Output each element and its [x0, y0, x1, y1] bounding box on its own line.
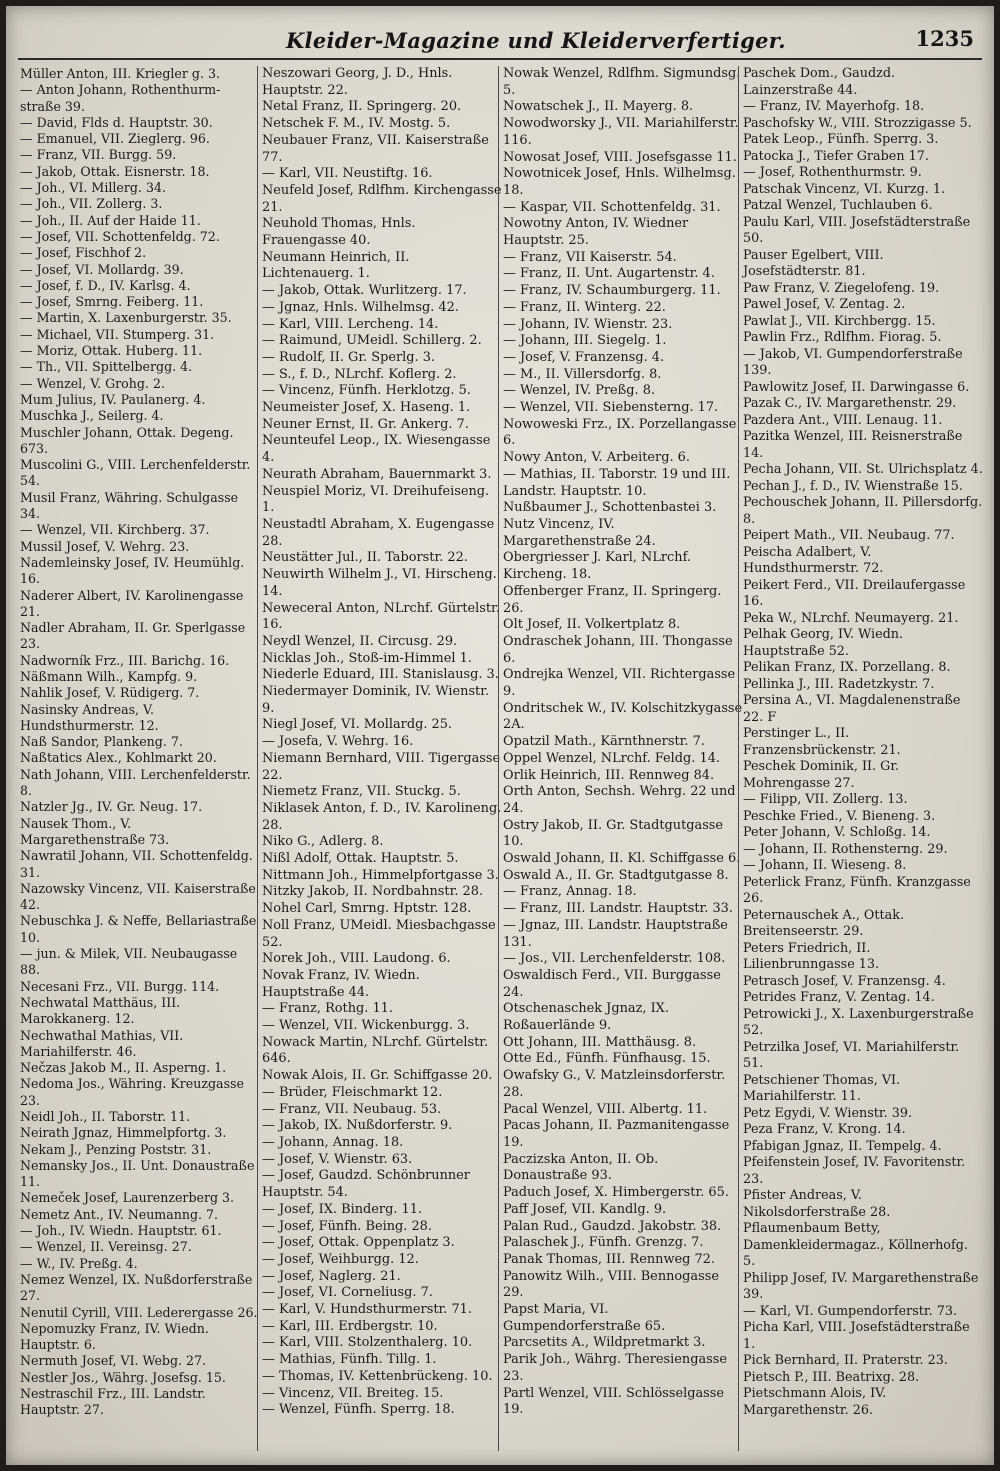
- directory-entry: Nechwathal Mathias, VII. Mariahilferstr. 46.: [20, 1027, 184, 1059]
- directory-entry: Pazak C., IV. Margarethenstr. 29.: [743, 396, 957, 411]
- directory-entry: — Kaspar, VII. Schottenfeldg. 31.: [503, 199, 721, 215]
- directory-entry: Nowotny Anton, IV. Wiedner Hauptstr. 25.: [503, 216, 689, 249]
- directory-entry: Obergriesser J. Karl, NLrchf. Kircheng. 18.: [503, 550, 691, 583]
- directory-entry: Pelikan Franz, IX. Porzellang. 8.: [743, 660, 951, 675]
- directory-entry: Nowodworsky J., VII. Mariahilferstr. 116.: [503, 116, 739, 148]
- directory-entry: Natzler Jg., IV. Gr. Neug. 17.: [20, 799, 203, 815]
- directory-entry: — Johann, Annag. 18.: [262, 1135, 404, 1150]
- directory-entry: — Wenzel, VII. Kirchberg. 37.: [20, 522, 210, 538]
- directory-page: [6, 6, 994, 1465]
- directory-entry: — Karl, III. Erdbergstr. 10.: [262, 1318, 438, 1334]
- directory-entry: Pfister Andreas, V. Nikolsdorferstraße 28.: [743, 1188, 891, 1220]
- directory-entry: — Joh., II. Auf der Haide 11.: [20, 212, 201, 228]
- directory-entry: Paschek Dom., Gaudzd. Lainzerstraße 44.: [743, 66, 896, 98]
- directory-entry: Paczizska Anton, II. Ob. Donaustraße 93.: [503, 1151, 659, 1184]
- directory-entry: Naßtatics Alex., Kohlmarkt 20.: [20, 750, 217, 766]
- directory-entry: Pietschmann Alois, IV. Margarethenstr. 26.: [743, 1386, 887, 1418]
- directory-entry: Näßmann Wilh., Kampfg. 9.: [20, 668, 198, 684]
- directory-entry: Orlik Heinrich, III. Rennweg 84.: [503, 767, 715, 783]
- directory-entry: Niko G., Adlerg. 8.: [262, 834, 384, 850]
- directory-column-3: [503, 66, 743, 1419]
- directory-entry: Nitzky Jakob, II. Nordbahnstr. 28.: [262, 884, 484, 900]
- directory-entry: — Wenzel, Fünfh. Sperrg. 18.: [262, 1402, 455, 1418]
- directory-entry: Nadworník Frz., III. Barichg. 16.: [20, 652, 230, 668]
- directory-entry: Peter Johann, V. Schloßg. 14.: [743, 825, 931, 840]
- directory-entry: — Karl, VIII. Lercheng. 14.: [262, 316, 439, 332]
- directory-entry: Paschofsky W., VIII. Strozzigasse 5.: [743, 115, 972, 131]
- directory-entry: Pechouschek Johann, II. Pillersdorfg. 8.: [743, 495, 983, 527]
- directory-entry: Petschiener Thomas, VI. Mariahilferstr. 11.: [743, 1072, 901, 1104]
- directory-entry: Panowitz Wilh., VIII. Bennogasse 29.: [503, 1268, 719, 1301]
- directory-entry: Neustadtl Abraham, X. Eugengasse 28.: [262, 516, 495, 549]
- directory-entry: — Karl, VI. Gumpendorferstr. 73.: [743, 1303, 957, 1319]
- directory-entry: Papst Maria, VI. Gumpendorferstraße 65.: [503, 1302, 666, 1334]
- directory-entry: — Jakob, Ottak. Eisnerstr. 18.: [20, 163, 210, 179]
- directory-entry: Patzal Wenzel, Tuchlauben 6.: [743, 198, 933, 213]
- directory-entry: — jun. & Milek, VII. Neubaugasse 88.: [20, 946, 238, 978]
- directory-entry: Panak Thomas, III. Rennweg 72.: [503, 1251, 715, 1267]
- directory-entry: Norek Joh., VIII. Laudong. 6.: [262, 951, 451, 967]
- directory-entry: Nowak Alois, II. Gr. Schiffgasse 20.: [262, 1068, 493, 1084]
- directory-entry: — Josef, VI. Mollardg. 39.: [20, 261, 184, 277]
- directory-entry: — Jakob, VI. Gumpendorferstraße 139.: [743, 346, 963, 378]
- directory-column-1: [20, 66, 260, 1419]
- directory-entry: — Franz, III. Landstr. Hauptstr. 33.: [503, 901, 733, 917]
- directory-entry: Palaschek J., Fünfh. Grenzg. 7.: [503, 1235, 704, 1251]
- directory-entry: Ondraschek Johann, III. Thongasse 6.: [503, 633, 733, 666]
- directory-entry: Muschler Johann, Ottak. Degeng. 673.: [20, 424, 234, 456]
- directory-entry: Pazitka Wenzel, III. Reisnerstraße 14.: [743, 429, 963, 461]
- directory-entry: Orth Anton, Sechsh. Wehrg. 22 und 24.: [503, 784, 736, 816]
- directory-entry: Pellinka J., III. Radetzkystr. 7.: [743, 676, 935, 692]
- directory-entry: — Franz, Annag. 18.: [503, 884, 637, 900]
- directory-entry: Nath Johann, VIII. Lerchenfelderstr. 8.: [20, 766, 251, 799]
- directory-entry: — Franz, II. Unt. Augartenstr. 4.: [503, 266, 715, 282]
- directory-entry: — Wenzel, VII. Siebensterng. 17.: [503, 400, 719, 416]
- directory-entry: Peters Friedrich, II. Lilienbrunngasse 13.: [743, 940, 880, 972]
- directory-entry: — Josef, V. Wienstr. 63.: [262, 1151, 413, 1167]
- directory-entry: Pecha Johann, VII. St. Ulrichsplatz 4.: [743, 462, 983, 477]
- directory-entry: — Franz, II. Winterg. 22.: [503, 299, 666, 315]
- directory-entry: — Th., VII. Spittelbergg. 4.: [20, 359, 193, 375]
- directory-entry: Palan Rud., Gaudzd. Jakobstr. 38.: [503, 1218, 722, 1234]
- directory-entry: Pflaumenbaum Betty, Damenkleidermagaz., Köllnerhofg. 5.: [743, 1221, 968, 1269]
- directory-entry: Pawlat J., VII. Kirchbergg. 15.: [743, 313, 936, 329]
- directory-entry: Nademleinsky Josef, IV. Heumühlg. 16.: [20, 554, 245, 587]
- column-divider: [257, 66, 258, 1451]
- directory-entry: Noll Franz, UMeidl. Miesbachgasse 52.: [262, 917, 496, 950]
- directory-entry: — Jakob, Ottak. Wurlitzerg. 17.: [262, 283, 467, 299]
- directory-entry: Patek Leop., Fünfh. Sperrg. 3.: [743, 132, 939, 147]
- directory-entry: Pelhak Georg, IV. Wiedn. Hauptstraße 52.: [743, 627, 904, 659]
- directory-entry: Opatzil Math., Kärnthnerstr. 7.: [503, 734, 705, 750]
- directory-entry: — Vincenz, Fünfh. Herklotzg. 5.: [262, 383, 471, 399]
- directory-entry: Neszowari Georg, J. D., Hnls. Hauptstr. 22.: [262, 66, 453, 98]
- directory-entry: — Franz, Rothg. 11.: [262, 1001, 393, 1017]
- directory-entry: Neuhold Thomas, Hnls. Frauengasse 40.: [262, 216, 416, 249]
- directory-entry: Muschka J., Seilerg. 4.: [20, 408, 164, 424]
- directory-entry: — Vincenz, VII. Breiteg. 15.: [262, 1385, 444, 1401]
- directory-entry: Olt Josef, II. Volkertplatz 8.: [503, 617, 681, 633]
- directory-entry: Neuspiel Moriz, VI. Dreihufeiseng. 1.: [262, 483, 490, 516]
- directory-entry: — Josef, IX. Binderg. 11.: [262, 1201, 423, 1217]
- directory-entry: Neuner Ernst, II. Gr. Ankerg. 7.: [262, 416, 469, 432]
- directory-entry: Nestler Jos., Währg. Josefsg. 15.: [20, 1369, 226, 1385]
- directory-entry: — Wenzel, VII. Wickenburgg. 3.: [262, 1018, 470, 1034]
- directory-entry: — Michael, VII. Stumperg. 31.: [20, 326, 215, 342]
- directory-entry: Niegl Josef, VI. Mollardg. 25.: [262, 717, 453, 733]
- directory-entry: Nowak Wenzel, Rdlfhm. Sigmundsg. 5.: [503, 66, 741, 98]
- directory-entry: Neurath Abraham, Bauernmarkt 3.: [262, 466, 492, 482]
- directory-entry: Paduch Josef, X. Himbergerstr. 65.: [503, 1185, 729, 1201]
- directory-entry: — S., f. D., NLrchf. Koflerg. 2.: [262, 366, 457, 382]
- directory-entry: Nasinsky Andreas, V. Hundsthurmerstr. 12.: [20, 701, 159, 733]
- directory-entry: Petrides Franz, V. Zentag. 14.: [743, 990, 935, 1005]
- directory-entry: Musil Franz, Währing. Schulgasse 34.: [20, 489, 239, 522]
- directory-entry: — Joh., IV. Wiedn. Hauptstr. 61.: [20, 1223, 222, 1239]
- directory-entry: Pauser Egelbert, VIII. Josefstädterstr. 81.: [743, 247, 884, 279]
- directory-entry: — Josef, VII. Schottenfeldg. 72.: [20, 228, 220, 244]
- directory-entry: — Jos., VII. Lerchenfelderstr. 108.: [503, 951, 726, 967]
- directory-entry: Nemetz Ant., IV. Neumanng. 7.: [20, 1206, 219, 1222]
- directory-entry: Owafsky G., V. Matzleinsdorferstr. 28.: [503, 1068, 726, 1100]
- directory-entry: Oswald Johann, II. Kl. Schiffgasse 6.: [503, 851, 741, 867]
- header-rule: [18, 58, 982, 60]
- directory-entry: — Karl, VIII. Stolzenthalerg. 10.: [262, 1335, 473, 1351]
- directory-entry: — Mathias, Fünfh. Tillg. 1.: [262, 1352, 437, 1368]
- directory-entry: Oppel Wenzel, NLrchf. Feldg. 14.: [503, 750, 721, 766]
- directory-entry: Philipp Josef, IV. Margarethenstraße 39.: [743, 1270, 979, 1302]
- directory-entry: Nawratil Johann, VII. Schottenfeldg. 31.: [20, 848, 253, 880]
- directory-entry: Ondritschek W., IV. Kolschitzkygasse 2A.: [503, 700, 743, 733]
- directory-entry: Nadler Abraham, II. Gr. Sperlgasse 23.: [20, 620, 246, 652]
- directory-entry: Nemeček Josef, Laurenzerberg 3.: [20, 1190, 235, 1206]
- directory-entry: — Joh., VII. Zollerg. 3.: [20, 196, 163, 212]
- directory-entry: Pechan J., f. D., IV. Wienstraße 15.: [743, 478, 963, 494]
- directory-entry: — Josef, Fünfh. Being. 28.: [262, 1218, 432, 1234]
- directory-entry: Nowatschek J., II. Mayerg. 8.: [503, 99, 694, 115]
- directory-entry: — Raimund, UMeidl. Schillerg. 2.: [262, 333, 482, 349]
- directory-entry: — Johann, IV. Wienstr. 23.: [503, 316, 673, 332]
- directory-entry: Mum Julius, IV. Paulanerg. 4.: [20, 391, 206, 407]
- directory-entry: Peschke Fried., V. Bieneng. 3.: [743, 808, 936, 824]
- directory-entry: — Johann, II. Rothensterng. 29.: [743, 841, 948, 857]
- directory-entry: Picha Karl, VIII. Josefstädterstraße 1.: [743, 1320, 970, 1352]
- directory-entry: Partl Wenzel, VIII. Schlösselgasse 19.: [503, 1385, 725, 1418]
- directory-entry: — Martin, X. Laxenburgerstr. 35.: [20, 310, 232, 326]
- directory-entry: — Moriz, Ottak. Huberg. 11.: [20, 343, 203, 359]
- directory-entry: Neuwirth Wilhelm J., VI. Hirscheng. 14.: [262, 567, 497, 599]
- directory-entry: Nechwatal Matthäus, III. Marokkanerg. 12.: [20, 994, 181, 1027]
- directory-entry: Paw Franz, V. Ziegelofeng. 19.: [743, 280, 940, 296]
- directory-entry: Neydl Wenzel, II. Circusg. 29.: [262, 633, 458, 649]
- directory-entry: Neweceral Anton, NLrchf. Gürtelstr. 16.: [262, 600, 500, 633]
- directory-entry: — Franz, VII. Burgg. 59.: [20, 147, 177, 163]
- directory-entry: — Karl, V. Hundsthurmerstr. 71.: [262, 1302, 472, 1318]
- directory-entry: Pazdera Ant., VIII. Lenaug. 11.: [743, 412, 943, 428]
- directory-entry: Pacas Johann, II. Pazmanitengasse 19.: [503, 1118, 730, 1150]
- directory-entry: Peza Franz, V. Krong. 14.: [743, 1122, 906, 1137]
- directory-entry: Perstinger L., II. Franzensbrückenstr. 21.: [743, 726, 901, 758]
- directory-entry: — Filipp, VII. Zollerg. 13.: [743, 792, 908, 807]
- directory-entry: Oswald A., II. Gr. Stadtgutgasse 8.: [503, 867, 729, 883]
- column-divider: [738, 66, 739, 1451]
- directory-entry: Nowack Martin, NLrchf. Gürtelstr. 646.: [262, 1034, 489, 1067]
- directory-entry: Peterlick Franz, Fünfh. Kranzgasse 26.: [743, 874, 971, 906]
- directory-entry: — Jgnaz, III. Landstr. Hauptstraße 131.: [503, 917, 728, 950]
- directory-entry: — Josefa, V. Wehrg. 16.: [262, 734, 414, 750]
- directory-entry: — Franz, VII. Neubaug. 53.: [262, 1101, 442, 1117]
- directory-entry: Patschak Vincenz, VI. Kurzg. 1.: [743, 181, 946, 197]
- directory-entry: — Franz, VII Kaiserstr. 54.: [503, 249, 677, 265]
- directory-entry: — Joh., VI. Millerg. 34.: [20, 180, 166, 196]
- directory-entry: — Mathias, II. Taborstr. 19 und III. Landstr. Hauptstr. 10.: [503, 466, 731, 499]
- directory-entry: Pick Bernhard, II. Praterstr. 23.: [743, 1353, 948, 1368]
- directory-entry: Neumann Heinrich, II. Lichtenauerg. 1.: [262, 249, 410, 282]
- directory-entry: Pietsch P., III. Beatrixg. 28.: [743, 1369, 920, 1385]
- directory-entry: Petz Egydi, V. Wienstr. 39.: [743, 1105, 913, 1121]
- column-divider: [498, 66, 499, 1451]
- page-title: Kleider-Magazine und Kleiderverfertiger.: [286, 28, 786, 53]
- directory-entry: Neufeld Josef, Rdlfhm. Kirchengasse 21.: [262, 182, 502, 215]
- directory-entry: — Josef, f. D., IV. Karlsg. 4.: [20, 277, 191, 293]
- directory-entry: Otschenaschek Jgnaz, IX. Roßauerlände 9.: [503, 1001, 669, 1034]
- directory-entry: — Josef, Weihburgg. 12.: [262, 1251, 419, 1267]
- directory-entry: Neumeister Josef, X. Haseng. 1.: [262, 400, 471, 416]
- directory-entry: — Franz, IV. Schaumburgerg. 11.: [503, 283, 721, 299]
- directory-entry: — Karl, VII. Neustiftg. 16.: [262, 166, 433, 182]
- directory-entry: Nahlik Josef, V. Rüdigerg. 7.: [20, 685, 200, 701]
- directory-entry: Neubauer Franz, VII. Kaiserstraße 77.: [262, 132, 489, 165]
- directory-entry: Mussil Josef, V. Wehrg. 23.: [20, 538, 190, 554]
- directory-entry: Pacal Wenzel, VIII. Albertg. 11.: [503, 1101, 708, 1117]
- directory-entry: Parcsetits A., Wildpretmarkt 3.: [503, 1335, 706, 1351]
- directory-entry: — Jakob, IX. Nußdorferstr. 9.: [262, 1118, 453, 1134]
- directory-entry: Nekam J., Penzing Poststr. 31.: [20, 1141, 212, 1157]
- directory-entry: Nermuth Josef, VI. Webg. 27.: [20, 1353, 207, 1369]
- directory-entry: — W., IV. Preßg. 4.: [20, 1255, 138, 1271]
- directory-entry: — Thomas, IV. Kettenbrückeng. 10.: [262, 1368, 493, 1384]
- directory-entry: Netschek F. M., IV. Mostg. 5.: [262, 116, 451, 132]
- directory-entry: Novak Franz, IV. Wiedn. Hauptstraße 44.: [262, 967, 420, 1000]
- directory-entry: — Wenzel, IV. Preßg. 8.: [503, 383, 656, 399]
- directory-entry: Nittmann Joh., Himmelpfortgasse 3.: [262, 867, 499, 883]
- directory-entry: Nepomuzky Franz, IV. Wiedn. Hauptstr. 6.: [20, 1320, 209, 1353]
- directory-entry: Nausek Thom., V. Margarethenstraße 73.: [20, 815, 170, 847]
- directory-entry: Peipert Math., VII. Neubaug. 77.: [743, 528, 955, 543]
- directory-entry: Paff Josef, VII. Kandlg. 9.: [503, 1201, 667, 1217]
- directory-entry: — Josef, V. Franzensg. 4.: [503, 349, 665, 365]
- directory-entry: Niedermayer Dominik, IV. Wienstr. 9.: [262, 684, 490, 716]
- directory-entry: Nicklas Joh., Stoß-im-Himmel 1.: [262, 650, 472, 666]
- directory-entry: — David, Flds d. Hauptstr. 30.: [20, 114, 213, 130]
- directory-entry: Parik Joh., Währg. Theresiengasse 23.: [503, 1352, 728, 1384]
- directory-entry: Muscolini G., VIII. Lerchenfelderstr. 54.: [20, 457, 251, 489]
- directory-entry: — Emanuel, VII. Zieglerg. 96.: [20, 131, 210, 147]
- directory-entry: Ostry Jakob, II. Gr. Stadtgutgasse 10.: [503, 817, 724, 850]
- directory-entry: Pawlin Frz., Rdlfhm. Fiorag. 5.: [743, 330, 942, 345]
- directory-entry: — Josef, Gaudzd. Schönbrunner Hauptstr. 54.: [262, 1168, 470, 1201]
- directory-entry: — Jgnaz, Hnls. Wilhelmsg. 42.: [262, 299, 459, 315]
- directory-entry: Niemann Bernhard, VIII. Tigergasse 22.: [262, 750, 501, 783]
- directory-entry: Ott Johann, III. Matthäusg. 8.: [503, 1034, 697, 1050]
- directory-entry: Otte Ed., Fünfh. Fünfhausg. 15.: [503, 1051, 711, 1067]
- directory-entry: Niederle Eduard, III. Stanislausg. 3.: [262, 667, 499, 683]
- directory-entry: — Josef, Fischhof 2.: [20, 245, 147, 261]
- directory-entry: Petrzilka Josef, VI. Mariahilferstr. 51.: [743, 1039, 960, 1071]
- directory-entry: Naß Sandor, Plankeng. 7.: [20, 734, 183, 750]
- directory-entry: — Wenzel, V. Grohg. 2.: [20, 375, 165, 391]
- directory-entry: — Josef, VI. Corneliusg. 7.: [262, 1285, 433, 1301]
- directory-entry: Nedoma Jos., Währing. Kreuzgasse 23.: [20, 1076, 244, 1108]
- directory-entry: — Josef, Naglerg. 21.: [262, 1268, 401, 1284]
- directory-entry: Nestraschil Frz., III. Landstr. Hauptstr. 27.: [20, 1386, 206, 1418]
- directory-entry: — Franz, IV. Mayerhofg. 18.: [743, 99, 925, 114]
- directory-entry: Netal Franz, II. Springerg. 20.: [262, 99, 462, 115]
- directory-entry: Necesani Frz., VII. Burgg. 114.: [20, 978, 220, 994]
- directory-entry: Müller Anton, III. Kriegler g. 3.: [20, 66, 220, 81]
- directory-entry: Nebuschka J. & Neffe, Bellariastraße 10.: [20, 913, 257, 945]
- directory-entry: — Brüder, Fleischmarkt 12.: [262, 1084, 443, 1100]
- directory-entry: Paulu Karl, VIII. Josefstädterstraße 50.: [743, 214, 971, 246]
- directory-entry: Peikert Ferd., VII. Dreilaufergasse 16.: [743, 577, 966, 609]
- directory-entry: Nečzas Jakob M., II. Asperng. 1.: [20, 1060, 227, 1076]
- directory-entry: Nißl Adolf, Ottak. Hauptstr. 5.: [262, 851, 459, 867]
- directory-column-4: [743, 66, 983, 1419]
- directory-entry: Patocka J., Tiefer Graben 17.: [743, 148, 929, 164]
- directory-entry: Peternauschek A., Ottak. Breitenseerstr. 29.: [743, 907, 905, 939]
- directory-column-2: [262, 66, 502, 1419]
- directory-entry: Nemansky Jos., II. Unt. Donaustraße 11.: [20, 1157, 255, 1190]
- directory-entry: Nußbaumer J., Schottenbastei 3.: [503, 500, 717, 516]
- directory-entry: — Johann, III. Siegelg. 1.: [503, 333, 667, 349]
- directory-entry: Nowosat Josef, VIII. Josefsgasse 11.: [503, 149, 737, 165]
- directory-entry: — Anton Johann, Rothenthurm-: [20, 82, 221, 98]
- directory-entry: Peka W., NLrchf. Neumayerg. 21.: [743, 610, 959, 626]
- directory-entry: Pawel Josef, V. Zentag. 2.: [743, 297, 906, 312]
- directory-entry: Petrowicki J., X. Laxenburgerstraße 52.: [743, 1006, 974, 1038]
- directory-entry: Oswaldisch Ferd., VII. Burggasse 24.: [503, 967, 721, 1000]
- directory-entry: — Josef, Rothenthurmstr. 9.: [743, 165, 922, 180]
- directory-entry: Neustätter Jul., II. Taborstr. 22.: [262, 550, 468, 566]
- directory-entry: Peschek Dominik, II. Gr. Mohrengasse 27.: [743, 759, 900, 791]
- directory-entry: straße 39.: [20, 98, 85, 114]
- directory-entry: Neirath Jgnaz, Himmelpfortg. 3.: [20, 1125, 227, 1141]
- directory-entry: Niemetz Franz, VII. Stuckg. 5.: [262, 784, 461, 800]
- directory-entry: Nenutil Cyrill, VIII. Lederergasse 26.: [20, 1304, 258, 1320]
- directory-entry: — Wenzel, II. Vereinsg. 27.: [20, 1239, 192, 1255]
- directory-entry: Nemez Wenzel, IX. Nußdorferstraße 27.: [20, 1271, 253, 1304]
- directory-entry: Nohel Carl, Smrng. Hptstr. 128.: [262, 901, 472, 917]
- directory-entry: — Josef, Smrng. Feiberg. 11.: [20, 294, 204, 310]
- directory-entry: — M., II. Villersdorfg. 8.: [503, 366, 662, 382]
- directory-entry: Nowy Anton, V. Arbeiterg. 6.: [503, 450, 690, 466]
- directory-entry: — Johann, II. Wieseng. 8.: [743, 858, 907, 873]
- directory-entry: Nowoweski Frz., IX. Porzellangasse 6.: [503, 416, 737, 449]
- directory-entry: Persina A., VI. Magdalenenstraße 22. F: [743, 693, 961, 725]
- directory-entry: Pfeifenstein Josef, IV. Favoritenstr. 23.: [743, 1155, 966, 1187]
- directory-entry: Nutz Vincenz, IV. Margarethenstraße 24.: [503, 516, 656, 549]
- directory-entry: Nowotnicek Josef, Hnls. Wilhelmsg. 18.: [503, 166, 736, 198]
- directory-entry: — Rudolf, II. Gr. Sperlg. 3.: [262, 349, 435, 365]
- directory-entry: Neidl Joh., II. Taborstr. 11.: [20, 1109, 191, 1124]
- directory-entry: Nazowsky Vincenz, VII. Kaiserstraße 42.: [20, 880, 256, 913]
- directory-entry: Peischa Adalbert, V. Hundsthurmerstr. 72.: [743, 544, 884, 576]
- page-number: 1235: [915, 26, 974, 51]
- directory-entry: Ondrejka Wenzel, VII. Richtergasse 9.: [503, 667, 736, 700]
- directory-entry: Neunteufel Leop., IX. Wiesengasse 4.: [262, 433, 491, 466]
- directory-entry: Pfabigan Jgnaz, II. Tempelg. 4.: [743, 1138, 942, 1154]
- directory-entry: Pawlowitz Josef, II. Darwingasse 6.: [743, 379, 970, 395]
- directory-entry: Offenberger Franz, II. Springerg. 26.: [503, 583, 722, 616]
- directory-entry: Naderer Albert, IV. Karolinengasse 21.: [20, 587, 244, 619]
- directory-entry: Petrasch Josef, V. Franzensg. 4.: [743, 973, 946, 989]
- directory-entry: — Josef, Ottak. Oppenplatz 3.: [262, 1235, 455, 1251]
- directory-entry: Niklasek Anton, f. D., IV. Karolineng. 28.: [262, 800, 502, 833]
